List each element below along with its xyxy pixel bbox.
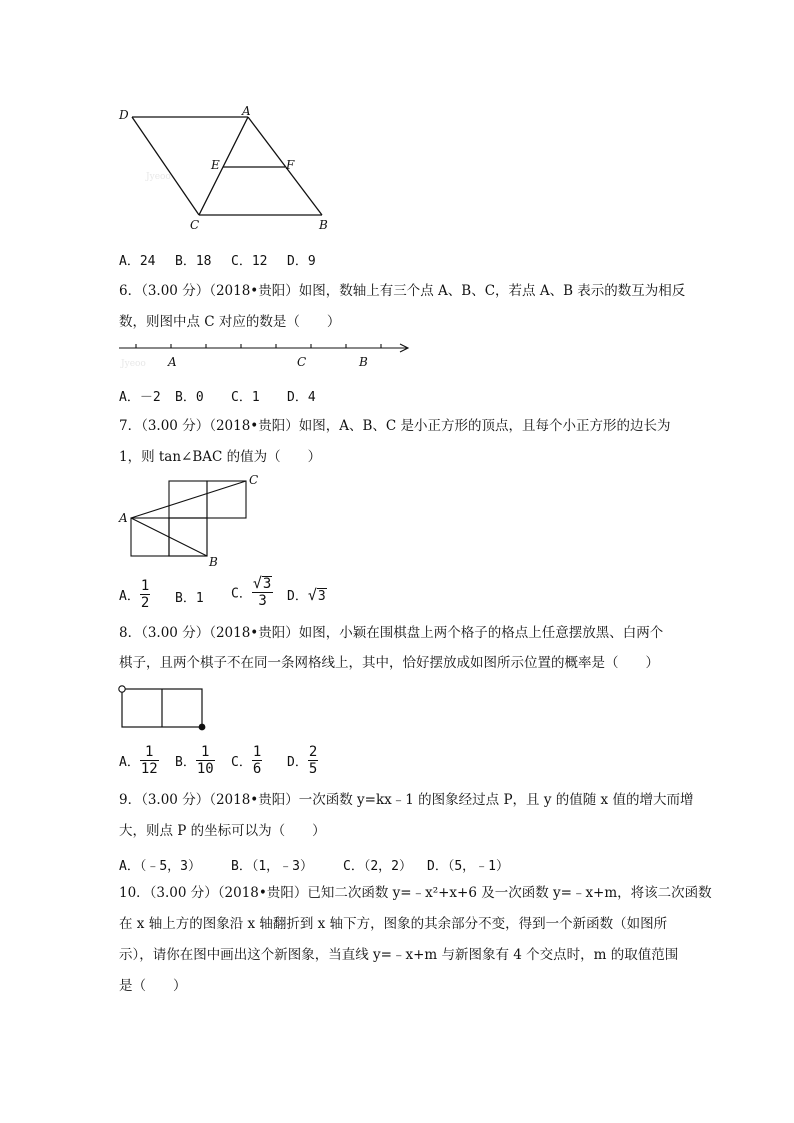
label-B: B [209, 555, 218, 569]
radical-sign: √ [307, 586, 317, 604]
option-c: C．1 [231, 390, 260, 405]
option-d: D．（5，﹣1） [427, 859, 509, 874]
q6-stem-line2: 数，则图中点 C 对应的数是（ ） [119, 314, 341, 330]
option-b: B．1 [175, 591, 204, 606]
watermark: Jyeoo [146, 172, 171, 182]
option-a-fraction [140, 744, 159, 777]
option-d-label: D． [287, 755, 308, 770]
radical-sign: √ [252, 574, 262, 592]
watermark: Jyeoo [121, 359, 146, 369]
option-b-label: B． [175, 755, 196, 770]
option-d-fraction [308, 744, 318, 777]
denominator: 5 [308, 761, 318, 777]
numerator: 1 [140, 578, 150, 594]
q10-stem-line2: 在 x 轴上方的图象沿 x 轴翻折到 x 轴下方，图象的其余部分不变，得到一个新函数（如图所 [119, 916, 668, 932]
option-d-label: D． [287, 589, 308, 604]
parallelogram-figure [110, 100, 350, 235]
number-line-figure [115, 336, 415, 372]
q10-stem-line1: 10．（3.00 分）（2018•贵阳）已知二次函数 y=﹣x²+x+6 及一次函数 y=﹣x+m，将该二次函数 [119, 885, 712, 901]
q7-stem-line2: 1，则 tan∠BAC 的值为（ ） [119, 449, 322, 465]
numerator: 2 [308, 744, 318, 760]
option-a-fraction [140, 578, 150, 611]
radicand: 3 [262, 576, 272, 592]
option-b: B．18 [175, 254, 212, 269]
option-d: D．4 [287, 390, 316, 405]
option-a: A．－2 [119, 390, 161, 405]
option-a-label: A． [119, 589, 140, 604]
q8-stem-line1: 8．（3.00 分）（2018•贵阳）如图，小颖在围棋盘上两个格子的格点上任意摆放黑、白两个 [119, 625, 664, 641]
numerator [252, 575, 273, 593]
option-c-fraction [252, 575, 273, 609]
q10-stem-line3: 示），请你在图中画出这个新图象，当直线 y=﹣x+m 与新图象有 4 个交点时，m 的取值范围 [119, 947, 679, 963]
option-a: A．（﹣5，3） [119, 859, 201, 874]
option-c: C．（2，2） [343, 859, 412, 874]
radicand: 3 [317, 589, 326, 604]
option-a-label: A． [119, 755, 140, 770]
label-C: C [249, 473, 259, 487]
black-stone [199, 724, 206, 731]
denominator: 6 [252, 761, 262, 777]
q6-stem-line1: 6．（3.00 分）（2018•贵阳）如图，数轴上有三个点 A、B、C，若点 A、B 表示的数互为相反 [119, 283, 686, 299]
denominator: 12 [140, 761, 158, 777]
option-a: A．24 [119, 254, 156, 269]
axis-label-A: A [168, 355, 177, 369]
axis-label-C: C [297, 355, 307, 369]
option-b: B．0 [175, 390, 204, 405]
grid-figure [115, 470, 275, 570]
option-c-label: C． [231, 755, 252, 770]
numerator: 1 [140, 744, 159, 761]
option-b: B．（1，﹣3） [231, 859, 313, 874]
label-D: D [119, 108, 129, 122]
option-c-label: C． [231, 586, 252, 602]
q9-stem-line1: 9．（3.00 分）（2018•贵阳）一次函数 y=kx﹣1 的图象经过点 P，且 y 的值随 x 值的增大而增 [119, 792, 694, 808]
q7-stem-line1: 7．（3.00 分）（2018•贵阳）如图，A、B、C 是小正方形的顶点，且每个小正方形的边长为 [119, 418, 671, 434]
denominator: 2 [140, 595, 150, 611]
label-A: A [242, 104, 251, 118]
label-C: C [190, 218, 200, 232]
q9-stem-line2: 大，则点 P 的坐标可以为（ ） [119, 823, 326, 839]
denominator: 3 [258, 593, 267, 609]
option-c-fraction [252, 744, 262, 777]
numerator: 1 [252, 744, 262, 760]
option-c: C．12 [231, 254, 268, 269]
option-d: D．9 [287, 254, 316, 269]
label-B: B [319, 218, 328, 232]
numerator: 1 [196, 744, 215, 761]
label-A: A [119, 511, 128, 525]
white-stone [119, 686, 125, 692]
option-b-fraction [196, 744, 215, 777]
go-board-figure [115, 684, 215, 734]
label-E: E [211, 158, 220, 172]
q10-stem-line4: 是（ ） [119, 978, 187, 994]
denominator: 10 [196, 761, 214, 777]
q8-stem-line2: 棋子，且两个棋子不在同一条网格线上，其中，恰好摆放成如图所示位置的概率是（ ） [119, 655, 659, 671]
label-F: F [286, 158, 295, 172]
axis-label-B: B [359, 355, 368, 369]
